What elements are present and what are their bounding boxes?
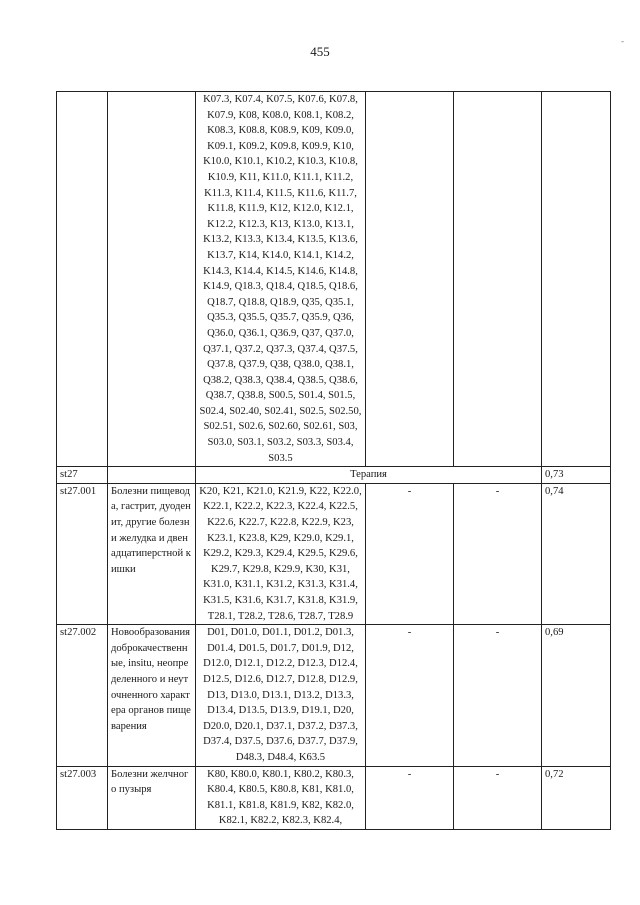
group-name-cell: Новообразования доброкачественные, insitu, неопределенного и неуточненного характера органов пищеварения bbox=[108, 625, 196, 766]
procedure-codes-cell: - bbox=[366, 766, 454, 829]
procedure-codes-cell: - bbox=[366, 625, 454, 766]
coefficient-cell: 0,72 bbox=[542, 766, 611, 829]
table-body bbox=[57, 92, 611, 830]
group-name-cell: Болезни пищевода, гастрит, дуоденит, другие болезни желудка и двенадцатиперстной кишки bbox=[108, 483, 196, 624]
diagnosis-codes-cell: K07.3, K07.4, K07.5, K07.6, K07.8, K07.9, K08, K08.0, K08.1, K08.2, K08.3, K08.8, K08.9, K09, K09.0, K09.1, K09.2, K09.8, K09.9, K10, K10.0, K10.1, K10.2, K10.3, K10.8, K10.9, K11, K11.0, K11.1, K11.2, K11.3, K11.4, K11.5, K11.6, K11.7, K11.8, K11.9, K12, K12.0, K12.1, K12.2, K12.3, K13, K13.0, K13.1, K13.2, K13.3, K13.4, K13.5, K13.6, K13.7, K14, K14.0, K14.1, K14.2, K14.3, K14.4, K14.5, K14.6, K14.8, K14.9, Q18.3, Q18.4, Q18.5, Q18.6, Q18.7, Q18.8, Q18.9, Q35, Q35.1, Q35.3, Q35.5, Q35.7, Q35.9, Q36, Q36.0, Q36.1, Q36.9, Q37, Q37.0, Q37.1, Q37.2, Q37.3, Q37.4, Q37.5, Q37.8, Q37.9, Q38, Q38.0, Q38.1, Q38.2, Q38.3, Q38.4, Q38.5, Q38.6, Q38.7, Q38.8, S00.5, S01.4, S01.5, S02.4, S02.40, S02.41, S02.5, S02.50, S02.51, S02.6, S02.60, S02.61, S03, S03.0, S03.1, S03.2, S03.3, S03.4, S03.5 bbox=[196, 92, 366, 467]
procedure-codes-cell bbox=[366, 92, 454, 467]
group-code-cell: st27.002 bbox=[57, 625, 108, 766]
coefficient-cell: 0,73 bbox=[542, 467, 611, 484]
group-code-cell: st27.003 bbox=[57, 766, 108, 829]
group-code-cell: st27.001 bbox=[57, 483, 108, 624]
diagnosis-codes-cell: K20, K21, K21.0, K21.9, K22, K22.0, K22.1, K22.2, K22.3, K22.4, K22.5, K22.6, K22.7, K22.8, K22.9, K23, K23.1, K23.8, K29, K29.0, K29.1, K29.2, K29.3, K29.4, K29.5, K29.6, K29.7, K29.8, K29.9, K30, K31, K31.0, K31.1, K31.2, K31.3, K31.4, K31.5, K31.6, K31.7, K31.8, K31.9, T28.1, T28.2, T28.6, T28.7, T28.9 bbox=[196, 483, 366, 624]
diagnosis-codes-cell: D01, D01.0, D01.1, D01.2, D01.3, D01.4, D01.5, D01.7, D01.9, D12, D12.0, D12.1, D12.2, D12.3, D12.4, D12.5, D12.6, D12.7, D12.8, D12.9, D13, D13.0, D13.1, D13.2, D13.3, D13.4, D13.5, D13.9, D19.1, D20, D20.0, D20.1, D37.1, D37.2, D37.3, D37.4, D37.5, D37.6, D37.7, D37.9, D48.3, D48.4, K63.5 bbox=[196, 625, 366, 766]
extra-criteria-cell bbox=[454, 92, 542, 467]
group-name-cell bbox=[108, 92, 196, 467]
table-row bbox=[57, 625, 611, 766]
section-code: st27 bbox=[57, 467, 108, 484]
coefficient-cell: 0,74 bbox=[542, 483, 611, 624]
table-row bbox=[57, 766, 611, 829]
tariff-table bbox=[56, 91, 611, 830]
group-code-cell bbox=[57, 92, 108, 467]
table-row bbox=[57, 92, 611, 467]
extra-criteria-cell: - bbox=[454, 483, 542, 624]
page-number: 455 bbox=[310, 44, 330, 59]
extra-criteria-cell: - bbox=[454, 766, 542, 829]
coefficient-cell bbox=[542, 92, 611, 467]
group-name-cell: Болезни желчного пузыря bbox=[108, 766, 196, 829]
section-row bbox=[57, 467, 611, 484]
section-title: Терапия bbox=[196, 467, 542, 484]
table-row bbox=[57, 483, 611, 624]
diagnosis-codes-cell: K80, K80.0, K80.1, K80.2, K80.3, K80.4, K80.5, K80.8, K81, K81.0, K81.1, K81.8, K81.9, K82, K82.0, K82.1, K82.2, K82.3, K82.4, bbox=[196, 766, 366, 829]
extra-criteria-cell: - bbox=[454, 625, 542, 766]
empty-cell bbox=[108, 467, 196, 484]
margin-mark: - bbox=[621, 36, 624, 46]
coefficient-cell: 0,69 bbox=[542, 625, 611, 766]
procedure-codes-cell: - bbox=[366, 483, 454, 624]
